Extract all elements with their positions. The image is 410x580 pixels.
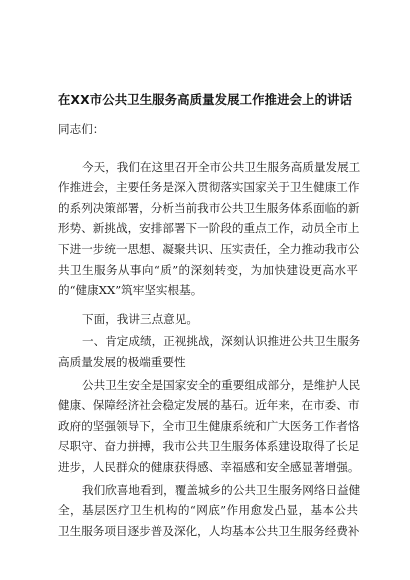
line-text: 公共卫生安全是国家安全的重要组成部分，是维护人民 (82, 377, 361, 392)
line-text: 共卫生服务从事向“质”的深刻转变，为加快建设更高水平 (58, 262, 358, 277)
paragraph-line (58, 480, 361, 501)
line-text: 的系列决策部署，分析当前我市公共卫生服务体系面临的新 (58, 200, 360, 215)
salutation-text: 同志们： (58, 122, 105, 136)
paragraph-line (58, 521, 358, 542)
line-text: 卫生服务项目逐步普及深化，人均基本公共卫生服务经费补 (58, 523, 360, 538)
paragraph-spacer (58, 301, 358, 309)
paragraph-line (58, 177, 358, 198)
line-text: 下面，我讲三点意见。 (82, 311, 198, 326)
paragraph-line (58, 198, 358, 219)
line-text: 政府的坚强领导下，全市卫生健康系统和广大医务工作者恪 (58, 418, 360, 433)
section-heading-text: 一、肯定成绩，正视挑战，深刻认识推进公共卫生服务 (82, 334, 361, 349)
paragraph-spacer (58, 140, 358, 157)
line-text: 作推进会，主要任务是深入贯彻落实国家关于卫生健康工作 (58, 180, 360, 195)
paragraph-line (58, 395, 358, 416)
line-text: 下进一步统一思想、凝聚共识、压实责任，全力推动我市公 (58, 241, 360, 256)
line-text: 今天，我们在这里召开全市公共卫生服务高质量发展工 (82, 159, 361, 174)
paragraph-line (58, 157, 361, 178)
line-text: 进步，人民群众的健康获得感、幸福感和安全感显著增强。 (58, 459, 360, 474)
section-heading-text: 高质量发展的极端重要性 (58, 354, 186, 369)
paragraph-line (58, 218, 358, 239)
paragraph-line (58, 260, 358, 281)
line-text: 全，基层医疗卫生机构的“网底”作用愈发凸显，基本公共 (58, 503, 358, 518)
salutation (58, 119, 358, 140)
paragraph-line (58, 416, 358, 437)
paragraph-line (58, 309, 358, 330)
document-body (58, 119, 361, 541)
section-heading-line (58, 331, 361, 352)
paragraph-line (58, 280, 358, 301)
paragraph-line (58, 457, 358, 478)
paragraph-line (58, 436, 358, 457)
document-title: 在XX市公共卫生服务高质量发展工作推进会上的讲话 (57, 92, 353, 107)
line-text: 的“健康XX”筑牢坚实根基。 (58, 283, 203, 298)
line-text: 健康、保障经济社会稳定发展的基石。近年来，在市委、市 (58, 398, 360, 413)
paragraph-line (58, 375, 361, 396)
paragraph-line (58, 500, 358, 521)
section-heading-line (58, 352, 358, 373)
line-text: 尽职守、奋力拼搏，我市公共卫生服务体系建设取得了长足 (58, 439, 360, 454)
paragraph-line (58, 239, 358, 260)
line-text: 形势、新挑战，安排部署下一阶段的重点工作，动员全市上 (58, 221, 360, 236)
line-text: 我们欣喜地看到，覆盖城乡的公共卫生服务网络日益健 (82, 482, 361, 497)
